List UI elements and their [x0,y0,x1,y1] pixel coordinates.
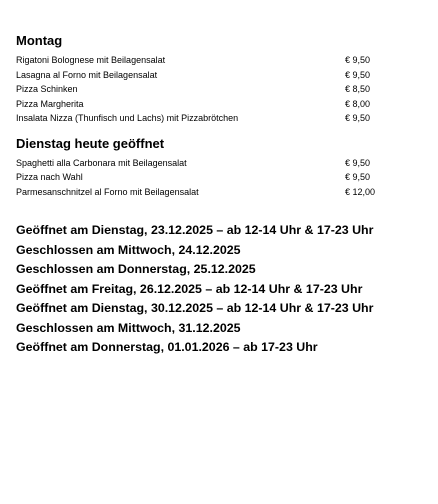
menu-item [16,53,426,68]
monday-menu-list [16,53,426,126]
menu-item [16,111,426,126]
menu-item-price: € 9,50 [345,172,371,182]
menu-item [16,156,426,171]
menu-item-price: € 9,50 [345,157,371,168]
menu-item-name: Pizza Margherita [16,98,84,109]
closing-notice: Geschlossen am Mittwoch, 31.12.2025 [16,320,241,335]
tuesday-menu-list [16,156,426,200]
closing-notice: Geschlossen am Mittwoch, 24.12.2025 [16,242,241,257]
opening-notices [16,221,426,358]
monday-section [16,33,426,126]
menu-item [16,170,426,185]
opening-notice: Geöffnet am Dienstag, 23.12.2025 – ab 12-14 Uhr & 17-23 Uhr [16,223,374,237]
opening-notice: Geöffnet am Donnerstag, 01.01.2026 – ab 17-23 Uhr [16,340,318,354]
menu-item-name: Parmesanschnitzel al Forno mit Beilagensalat [16,186,199,197]
menu-item [16,82,426,97]
menu-item [16,185,426,200]
menu-item [16,68,426,83]
opening-notice: Geöffnet am Freitag, 26.12.2025 – ab 12-14 Uhr & 17-23 Uhr [16,281,363,296]
day-heading-tuesday: Dienstag heute geöffnet [16,135,165,151]
menu-item-name: Lasagna al Forno mit Beilagensalat [16,69,158,80]
opening-notice: Geöffnet am Dienstag, 30.12.2025 – ab 12-14 Uhr & 17-23 Uhr [16,301,374,315]
menu-item-price: € 8,00 [345,98,371,109]
menu-item-name: Spaghetti alla Carbonara mit Beilagensalat [16,157,187,168]
menu-item-name: Pizza nach Wahl [16,172,83,182]
menu-item-price: € 9,50 [345,55,371,65]
menu-item-price: € 9,50 [345,69,371,80]
menu-item-name: Insalata Nizza (Thunfisch und Lachs) mit Pizzabrötchen [16,113,239,123]
menu-item [16,97,426,112]
menu-item-price: € 8,50 [345,84,371,94]
menu-item-name: Pizza Schinken [16,84,78,94]
menu-item-name: Rigatoni Bolognese mit Beilagensalat [16,55,166,65]
closing-notice: Geschlossen am Donnerstag, 25.12.2025 [16,262,256,276]
menu-document [16,33,426,358]
menu-item-price: € 9,50 [345,113,371,123]
day-heading-monday: Montag [16,33,63,48]
tuesday-section [16,136,426,200]
menu-item-price: € 12,00 [345,186,376,197]
